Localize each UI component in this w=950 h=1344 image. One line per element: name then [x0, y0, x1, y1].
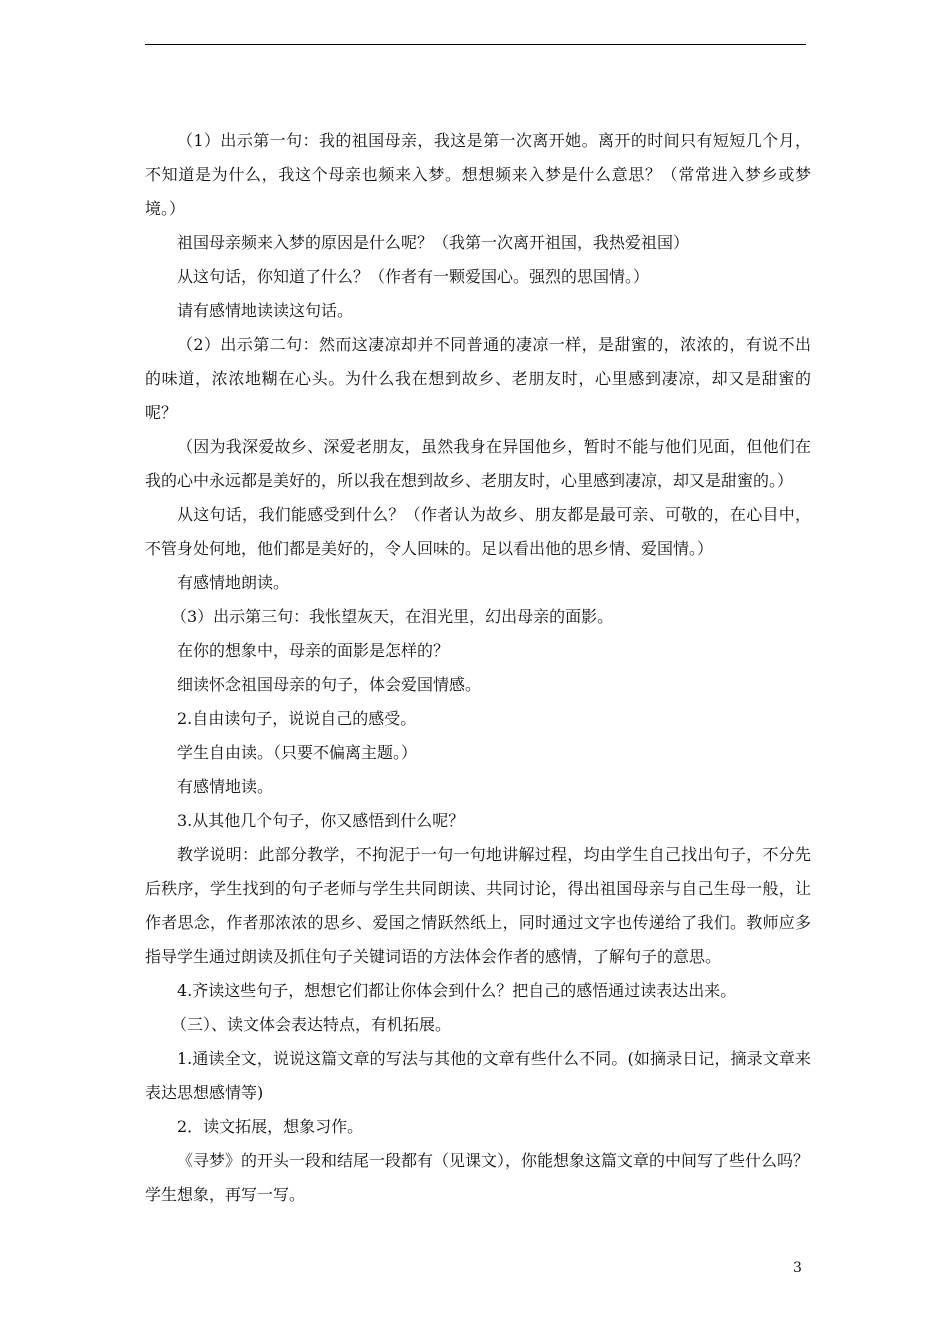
page-number: 3	[793, 1260, 802, 1276]
paragraph-3: 从这句话，你知道了什么？（作者有一颗爱国心。强烈的思国情。）	[177, 267, 650, 286]
paragraph-14: 有感情地读。	[177, 777, 274, 796]
paragraph-5: （2）出示第二句：然而这凄凉却并不同普通的凄凉一样，是甜蜜的，浓浓的，有说不出的味道，浓浓地糊在心头。为什么我在想到故乡、老朋友时，心里感到凄凉，却又是甜蜜的呢？	[145, 335, 811, 422]
paragraph-2: 祖国母亲频来入梦的原因是什么呢？（我第一次离开祖国，我热爱祖国）	[177, 233, 690, 252]
header-rule	[145, 44, 806, 45]
paragraph-1: （1）出示第一句：我的祖国母亲，我这是第一次离开她。离开的时间只有短短几个月，不知道是为什么，我这个母亲也频来入梦。想想频来入梦是什么意思？（常常进入梦乡或梦境。）	[145, 131, 811, 218]
paragraph-8: 有感情地朗读。	[177, 573, 290, 592]
paragraph-10: 在你的想象中，母亲的面影是怎样的？	[177, 641, 450, 660]
paragraph-21: 《寻梦》的开头一段和结尾一段都有（见课文），你能想象这篇文章的中间写了些什么吗？	[177, 1151, 810, 1170]
paragraph-11: 细读怀念祖国母亲的句子，体会爱国情感。	[177, 675, 482, 694]
paragraph-19: 1.通读全文，说说这篇文章的写法与其他的文章有些什么不同。(如摘录日记，摘录文章来表达思想感情等)	[145, 1049, 811, 1102]
paragraph-16: 教学说明：此部分教学，不拘泥于一句一句地讲解过程，均由学生自己找出句子，不分先后秩序，学生找到的句子老师与学生共同朗读、共同讨论，得出祖国母亲与自己生母一般，让作者思念，作者那浓浓的思乡、爱国之情跃然纸上，同时通过文字也传递给了我们。教师应多指导学生通过朗读及抓住句子关键词语的方法体会作者的感情，了解句子的意思。	[145, 845, 811, 966]
paragraph-15: 3.从其他几个句子，你又感悟到什么呢？	[177, 811, 465, 830]
paragraph-6: （因为我深爱故乡、深爱老朋友，虽然我身在异国他乡，暂时不能与他们见面，但他们在我的心中永远都是美好的，所以我在想到故乡、老朋友时，心里感到凄凉，却又是甜蜜的。）	[145, 437, 811, 490]
paragraph-12: 2.自由读句子，说说自己的感受。	[177, 709, 417, 728]
paragraph-13: 学生自由读。（只要不偏离主题。）	[177, 743, 418, 762]
document-body	[145, 124, 811, 1212]
paragraph-17: 4.齐读这些句子，想想它们都让你体会到什么？把自己的感悟通过读表达出来。	[177, 981, 737, 1000]
paragraph-20: 2．读文拓展，想象习作。	[177, 1117, 364, 1136]
paragraph-4: 请有感情地读读这句话。	[177, 301, 354, 320]
paragraph-7: 从这句话，我们能感受到什么？（作者认为故乡、朋友都是最可亲、可敬的，在心目中，不管身处何地，他们都是美好的，令人回味的。足以看出他的思乡情、爱国情。）	[145, 505, 811, 558]
paragraph-22: 学生想象，再写一写。	[145, 1185, 306, 1204]
paragraph-9: （3）出示第三句：我怅望灰天，在泪光里，幻出母亲的面影。	[171, 607, 614, 626]
section-heading: （三）、读文体会表达特点，有机拓展。	[171, 1015, 452, 1034]
